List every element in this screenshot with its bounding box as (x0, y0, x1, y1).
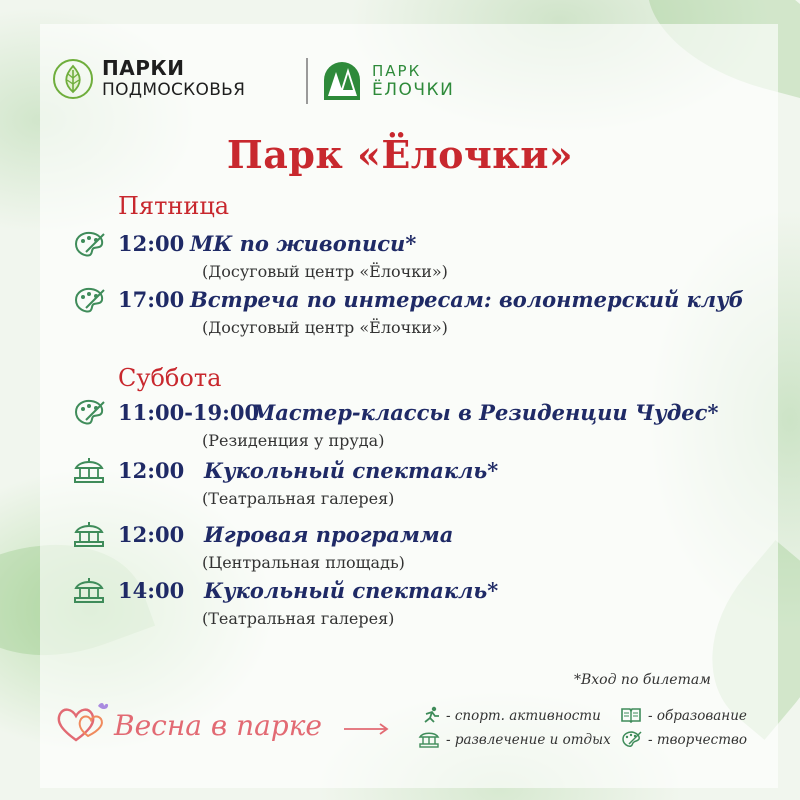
event-time: 12:00 (118, 522, 185, 547)
event-title: МК по живописи* (190, 231, 417, 256)
spring-campaign-text: Весна в парке (114, 709, 323, 742)
carousel-icon (72, 456, 106, 484)
event-time: 14:00 (118, 578, 185, 603)
fir-trees-logo-icon (322, 60, 362, 102)
event-title: Кукольный спектакль* (204, 578, 499, 603)
event-place: (Досуговый центр «Ёлочки») (202, 262, 448, 281)
legend-label: - образование (648, 708, 747, 724)
arrow-right-icon (342, 722, 390, 736)
carousel-icon (72, 520, 106, 548)
palette-icon (72, 286, 106, 314)
event-time: 12:00 (118, 458, 185, 483)
palette-icon (72, 230, 106, 258)
event-title: Кукольный спектакль* (204, 458, 499, 483)
palette-icon (72, 398, 106, 426)
brand-name-line2: ПОДМОСКОВЬЯ (102, 80, 246, 100)
park-logo-line1: ПАРК (372, 62, 422, 80)
event-place: (Досуговый центр «Ёлочки») (202, 318, 448, 337)
event-title: Встреча по интересам: волонтерский клуб (190, 287, 744, 312)
spring-hearts-logo-icon (54, 700, 116, 744)
event-title: Мастер-классы в Резиденции Чудес* (252, 400, 719, 425)
event-place: (Театральная галерея) (202, 609, 395, 628)
legend-label: - творчество (648, 732, 748, 748)
day-heading-saturday: Суббота (118, 364, 222, 392)
park-logo-line2: ЁЛОЧКИ (372, 80, 455, 100)
event-time: 17:00 (118, 287, 185, 312)
event-place: (Театральная галерея) (202, 489, 395, 508)
brand-name-line1: ПАРКИ (102, 56, 185, 80)
carousel-icon (72, 576, 106, 604)
day-heading-friday: Пятница (118, 192, 230, 220)
runner-icon (420, 706, 442, 724)
tickets-note: *Вход по билетам (574, 672, 711, 688)
event-title: Игровая программа (204, 522, 454, 547)
event-time: 11:00-19:00 (118, 400, 260, 425)
legend-label: - развлечение и отдых (446, 732, 611, 748)
book-icon (620, 706, 642, 724)
parks-logo-icon (52, 58, 94, 100)
event-place: (Резиденция у пруда) (202, 431, 385, 450)
event-place: (Центральная площадь) (202, 553, 405, 572)
legend-label: - спорт. активности (446, 708, 601, 724)
page-title: Парк «Ёлочки» (226, 132, 574, 177)
event-time: 12:00 (118, 231, 185, 256)
palette-icon (620, 730, 642, 748)
carousel-icon (418, 730, 440, 748)
header-divider (306, 58, 308, 104)
